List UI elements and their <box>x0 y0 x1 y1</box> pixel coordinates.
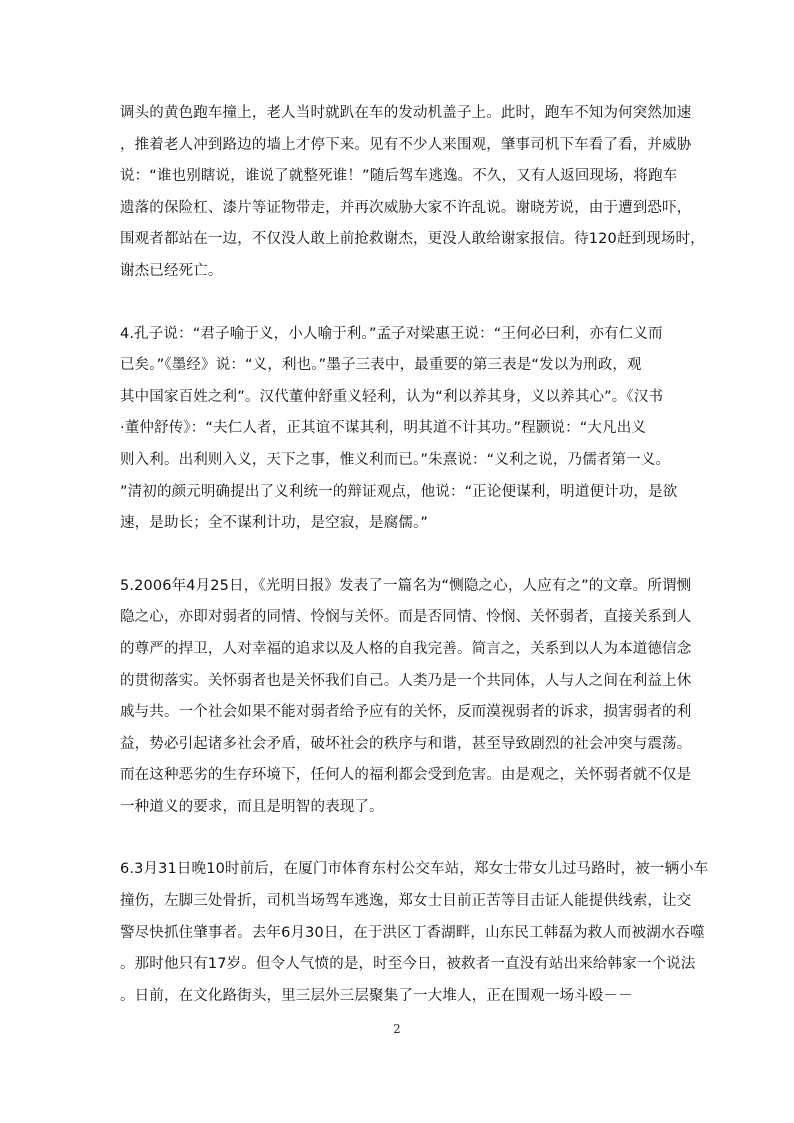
paragraph-spacer <box>120 823 676 854</box>
text-line: 4.孔子说：“君子喻于义，小人喻于利。”孟子对梁惠王说：“王何必曰利，亦有仁义而 <box>120 325 663 342</box>
paragraph-spacer <box>120 540 676 571</box>
text-line: 其中国家百姓之利”。汉代董仲舒重义轻利，认为“利以养其身，义以养其心”。《汉书 <box>120 388 664 405</box>
text-line: 速，是助长；全不谋利计功，是空寂，是腐儒。” <box>120 515 429 532</box>
text-line: 说：“谁也别瞎说，谁说了就整死谁！”随后驾车逃逸。不久，又有人返回现场，将跑车 <box>120 168 678 185</box>
text-line: 5.2006年4月25日，《光明日报》发表了一篇名为“恻隐之心，人应有之”的文章。所谓恻 <box>120 577 692 594</box>
text-line: 益，势必引起诸多社会矛盾，破坏社会的秩序与和谐，甚至导致剧烈的社会冲突与震荡。 <box>120 735 692 752</box>
text-line: ·董仲舒传》：“夫仁人者，正其谊不谋其利，明其道不计其功。”程颢说：“大凡出义 <box>120 420 646 437</box>
document-body <box>120 98 709 1012</box>
paragraph-spacer <box>120 288 676 319</box>
text-line: 。日前，在文化路街头，里三层外三层聚集了一大堆人，正在围观一场斗殴－－ <box>120 987 633 1004</box>
paragraph-item-6 <box>120 854 709 1012</box>
text-line: 而在这种恶劣的生存环境下，任何人的福利都会受到危害。由是观之，关怀弱者就不仅是 <box>120 767 692 784</box>
paragraph-item-5 <box>120 571 692 824</box>
text-line: 围观者都站在一边，不仅没人敢上前抢救谢杰，更没人敢给谢家报信。待120赶到现场时， <box>120 231 705 248</box>
text-line: 谢杰已经死亡。 <box>120 262 223 279</box>
text-line: 则入利。出利则入义，天下之事，惟义利而已。”朱熹说：“义利之说，乃儒者第一义。 <box>120 451 671 468</box>
text-line: ，推着老人冲到路边的墙上才停下来。见有不少人来围观，肇事司机下车看了看，并威胁 <box>120 136 692 153</box>
text-line: 隐之心，亦即对弱者的同情、怜悯与关怀。而是否同情、怜悯、关怀弱者，直接关系到人 <box>120 609 692 626</box>
text-line: 撞伤，左脚三处骨折，司机当场驾车逃逸，郑女士目前正苦等目击证人能提供线索，让交 <box>120 893 692 910</box>
text-line: 已矣。”《墨经》说：“义，利也。”墨子三表中，最重要的第三表是“发以为刑政，观 <box>120 357 642 374</box>
paragraph-hit-and-run-continued <box>120 98 705 288</box>
text-line: 调头的黄色跑车撞上，老人当时就趴在车的发动机盖子上。此时，跑车不知为何突然加速 <box>120 105 692 121</box>
text-line: 6.3月31日晚10时前后，在厦门市体育东村公交车站，郑女士带女儿过马路时，被一辆小车 <box>120 861 709 878</box>
text-line: 遗落的保险杠、漆片等证物带走，并再次威胁大家不许乱说。谢晓芳说，由于遭到恐吓， <box>120 199 692 216</box>
text-line: 的贯彻落实。关怀弱者也是关怀我们自己。人类乃是一个共同体，人与人之间在利益上休 <box>120 672 692 689</box>
paragraph-item-4 <box>120 319 676 540</box>
text-line: 一种道义的要求，而且是明智的表现了。 <box>120 798 384 815</box>
text-line: ”清初的颜元明确提出了义利统一的辩证观点，他说：“正论便谋利，明道便计功，是欲 <box>120 483 678 500</box>
text-line: 警尽快抓住肇事者。去年6月30日，在于洪区丁香湖畔，山东民工韩磊为救人而被湖水吞噬 <box>120 924 705 941</box>
text-line: 的尊严的捍卫，人对幸福的追求以及人格的自我完善。简言之，关系到以人为本道德信念 <box>120 640 692 657</box>
text-line: 戚与共。一个社会如果不能对弱者给予应有的关怀，反而漠视弱者的诉求，损害弱者的利 <box>120 704 692 721</box>
text-line: 。那时他只有17岁。但令人气愤的是，时至今日，被救者一直没有站出来给韩家一个说法 <box>120 956 696 973</box>
page-number: 2 <box>393 1022 401 1036</box>
